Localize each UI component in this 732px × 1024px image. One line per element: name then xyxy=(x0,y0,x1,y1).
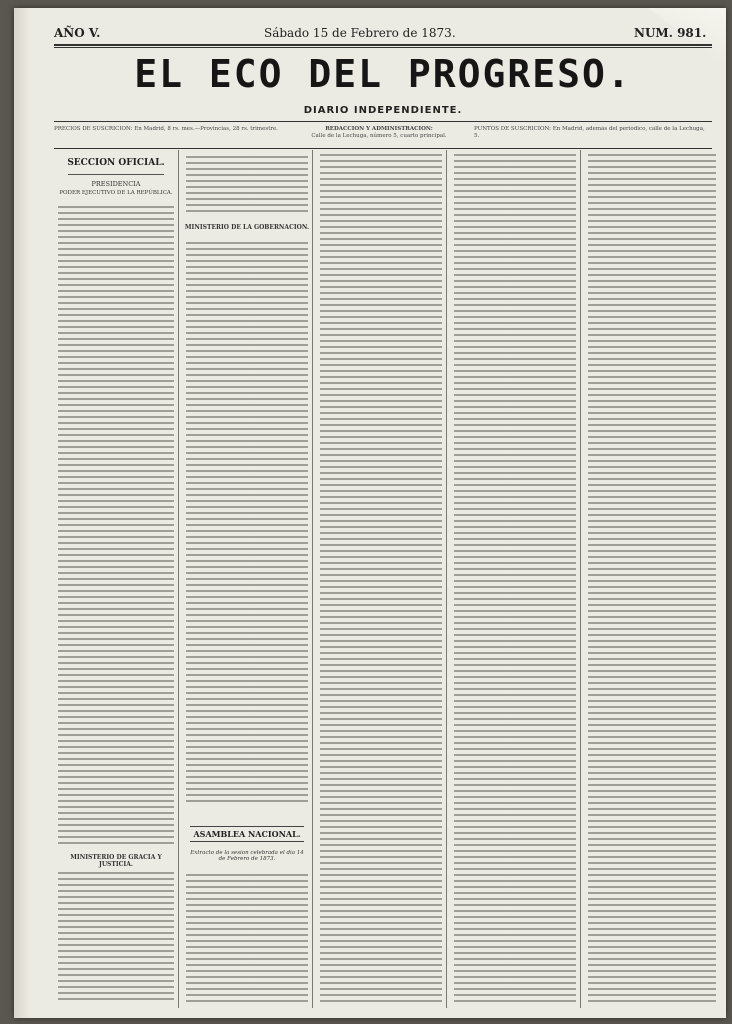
article-text xyxy=(186,874,308,1004)
column-4 xyxy=(450,150,581,1008)
assembly-title: ASAMBLEA NACIONAL. xyxy=(190,826,304,842)
info-rule-bottom xyxy=(54,148,712,149)
article-text xyxy=(588,154,716,1002)
ministry-title: MINISTERIO DE GRACIA Y JUSTICIA. xyxy=(70,854,162,868)
header-rule-top-thin xyxy=(54,47,712,48)
redaction-label: REDACCION Y ADMINISTRACION: xyxy=(325,126,433,132)
column-3 xyxy=(316,150,447,1008)
subscription-points: PUNTOS DE SUSCRICION: En Madrid, además del periódico, calle de la Lechuga, 5. xyxy=(474,126,705,139)
issue-number: NUM. 981. xyxy=(634,26,707,40)
section-title: SECCION OFICIAL. xyxy=(67,158,165,168)
issue-date: Sábado 15 de Febrero de 1873. xyxy=(264,26,456,40)
article-text xyxy=(186,156,308,216)
masthead-subtitle: DIARIO INDEPENDIENTE. xyxy=(303,105,463,116)
redaction-address: Calle de la Lechuga, número 5, cuarto principal. xyxy=(311,133,447,139)
article-text xyxy=(58,872,174,1002)
assembly-subtitle: Extracto de la sesion celebrada el dia 14 de Febrero de 1873. xyxy=(190,850,304,862)
page-fold-shadow xyxy=(14,8,30,1018)
article-columns xyxy=(54,150,720,1008)
article-text xyxy=(186,242,308,802)
section-rule xyxy=(68,174,164,175)
article-text xyxy=(454,154,576,1002)
masthead-title: EL ECO DEL PROGRESO. xyxy=(134,52,632,96)
column-2 xyxy=(182,150,313,1008)
info-rule-top xyxy=(54,121,712,122)
newspaper-page xyxy=(14,8,726,1018)
column-1 xyxy=(54,150,179,1008)
subsection-title: PRESIDENCIA xyxy=(91,180,141,188)
subscription-prices: PRECIOS DE SUSCRICION: En Madrid, 8 rs. mes.—Provincias, 28 rs. trimestre. xyxy=(54,126,279,132)
article-text xyxy=(320,154,442,1002)
header-rule-top xyxy=(54,44,712,46)
subscription-info-bar xyxy=(54,124,712,148)
ministry-title: MINISTERIO DE LA GOBERNACION. xyxy=(184,224,310,231)
issue-year: AÑO V. xyxy=(54,26,101,40)
subsection-detail: PODER EJECUTIVO DE LA REPÚBLICA. xyxy=(59,190,173,196)
article-text xyxy=(58,206,174,846)
column-5 xyxy=(584,150,720,1008)
